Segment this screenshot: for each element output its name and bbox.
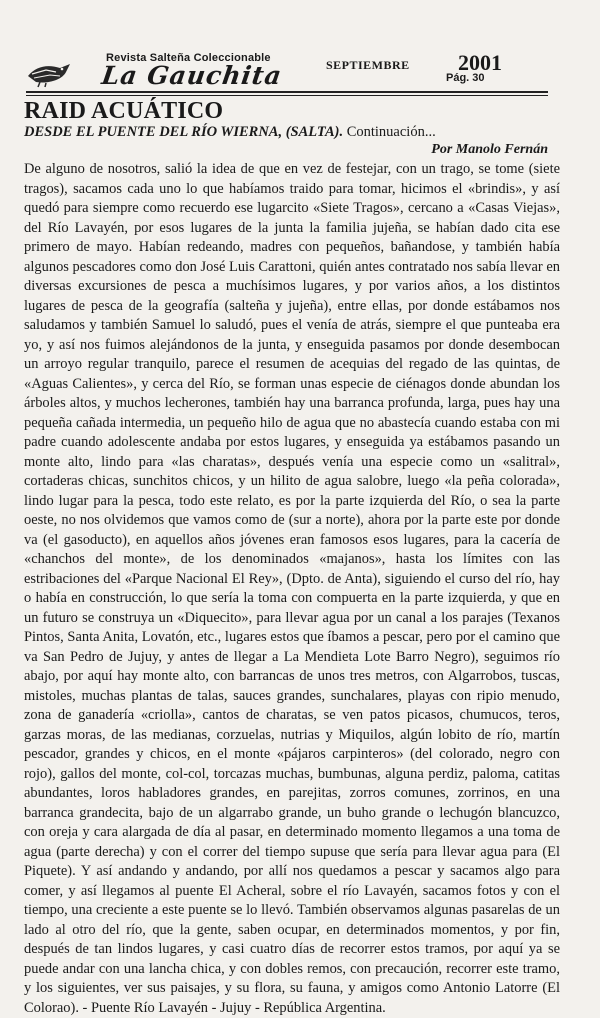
header-rule-thin — [26, 95, 548, 96]
article-body: De alguno de nosotros, salió la idea de que en vez de festejar, con un trago, se tome (siete tragos), sacamos cada uno lo que habíamos traido para tomar, hicimos el «brindis», y así quedó para siempre como recuerdo ese lugarcito «Siete Tragos», cercano a «Casas Viejas», del Río Lavayén, por esos lugares de la junta la familia jujeña, se habían dado cita ese primero de mayo. Habían redeando, madres con pequeños, bañandose, y también había algunos pescadores como don José Luis Carattoni, quién antes contratado nos sabía llevar en diversas excursiones de pesca a muchísimos lugares, y por varios años, a los distintos lugares de pesca de la geografía (salteña y jujeña), entre ellas, por donde estábamos nos saludamos y también Samuel lo saludó, pues el venía de atrás, siempre el que punteaba era yo, y así nos fuimos alejándonos de la junta, y enseguida pasamos por donde desembocan un arroyo regular tranquilo, parece el resumen de acequias del regado de las quintas, de «Aguas Calientes», y cerca del Río, se forman unas especie de ciénagos donde abundan los árboles altos, y muchos lecherones, también hay una barranca profunda, larga, pues hay una pequeña cañada intermedia, un pequeño hilo de agua que no abastecía cuando estaba con mi padre cuando adolescente andaba por estos lugares, y enseguida ya estábamos pasando un monte alto, lindo para «las charatas», después venía una especie como un «salitral», cortaderas chicas, sunchitos chicos, y un hilito de agua salobre, luego «la peña colorada», lindo lugar para la pesca, todo este relato, es por la parte izquierda del Río, o sea la parte oeste, no nos olvidemos que vamos como de (sur a norte), ahora por la parte este por donde va (el gasoducto), en aquellos años jóvenes eran famosos esos lugares, para la cacería de «chanchos del monte», de los denominados «majanos», hasta los límites con las estribaciones del «Parque Nacional El Rey», (Dpto. de Anta), siguiendo el curso del río, hay o había en construcción, lo que sería la toma con compuerta en la parte izquierda, y que en un futuro se construya un «Diquecito», para llevar agua por un canal a los parajes (Texanos Pintos, Santa Anita, Lovatón, etc., lugares estos que íbamos a pescar, pero por el camino que va San Pedro de Jujuy, y antes de llegar a La Mendieta Lote Barro Negro), seguimos río abajo, por aquí hay monte alto, con barrancas de unos tres metros, con Algarrobos, tuscas, mistoles, muchas plantas de talas, sauces grandes, sunchalares, playas con ripio menudo, zona de ganadería «criolla», cantos de charatas, se ven patos picasos, chumucos, teros, garzas moras, de las medianas, corzuelas, nutrias y Miquilos, algún lobito de río, martín pescador, grandes y chicos, en el monte «pájaros carpinteros» (del colorado, negro con rojo), gallos del monte, col-col, torcazas muchas, bumbunas, alguna perdiz, paloma, catitas abundantes, loros habladores grandes, en parejitas, zorros comunes, zorrinos, en una barranca grandecita, bajo de un algarrabo grande, un buho grande o lechugón blancuzco, con oreja y cara alargada de día al pasar, en determinado momento llegamos a una toma de agua (parte derecha) y con el correr del tiempo supuse que sería para llevar agua para (El Piquete). Y así andando y andando, por allí nos quedamos a pescar y sacamos algo para comer, y así llegamos al puente El Acheral, sobre el río Lavayén, sacamos fotos y con el tiempo, una creciente a este puente se lo llevó. También observamos algunas pasarelas de un lado al otro del río, que la gente, saben ocupar, en determinados momentos, y por fin, después de tan lindos lugares, y casi cuatro días de recorrer estos tramos, por aquí ya se puede andar con una lancha chica, y con dobles remos, con precaución, recorrer este tramo, y los siguientes, ver sus paisajes, y su flora, su fauna, y amigos como Antonio Latorre (El Colorao). - Puente Río Lavayén - Jujuy - República Argentina. — [24, 161, 560, 1016]
bird-logo-icon — [26, 58, 72, 88]
masthead — [26, 52, 578, 92]
article-author: Por Manolo Fernán — [431, 142, 548, 157]
article-subtitle — [24, 124, 436, 141]
article-title: RAID ACUÁTICO — [24, 98, 224, 124]
article-subtitle-bold: DESDE EL PUENTE DEL RÍO WIERNA, (SALTA). — [24, 124, 344, 140]
magazine-title: La Gauchita — [99, 61, 284, 90]
issue-month: SEPTIEMBRE — [326, 58, 410, 72]
page-number: Pág. 30 — [446, 72, 485, 84]
magazine-subtitle: Revista Salteña Coleccionable — [106, 52, 271, 64]
issue-year: 2001 — [458, 50, 502, 75]
header-rule — [26, 91, 548, 93]
article-subtitle-continuation: Continuación... — [343, 124, 436, 140]
